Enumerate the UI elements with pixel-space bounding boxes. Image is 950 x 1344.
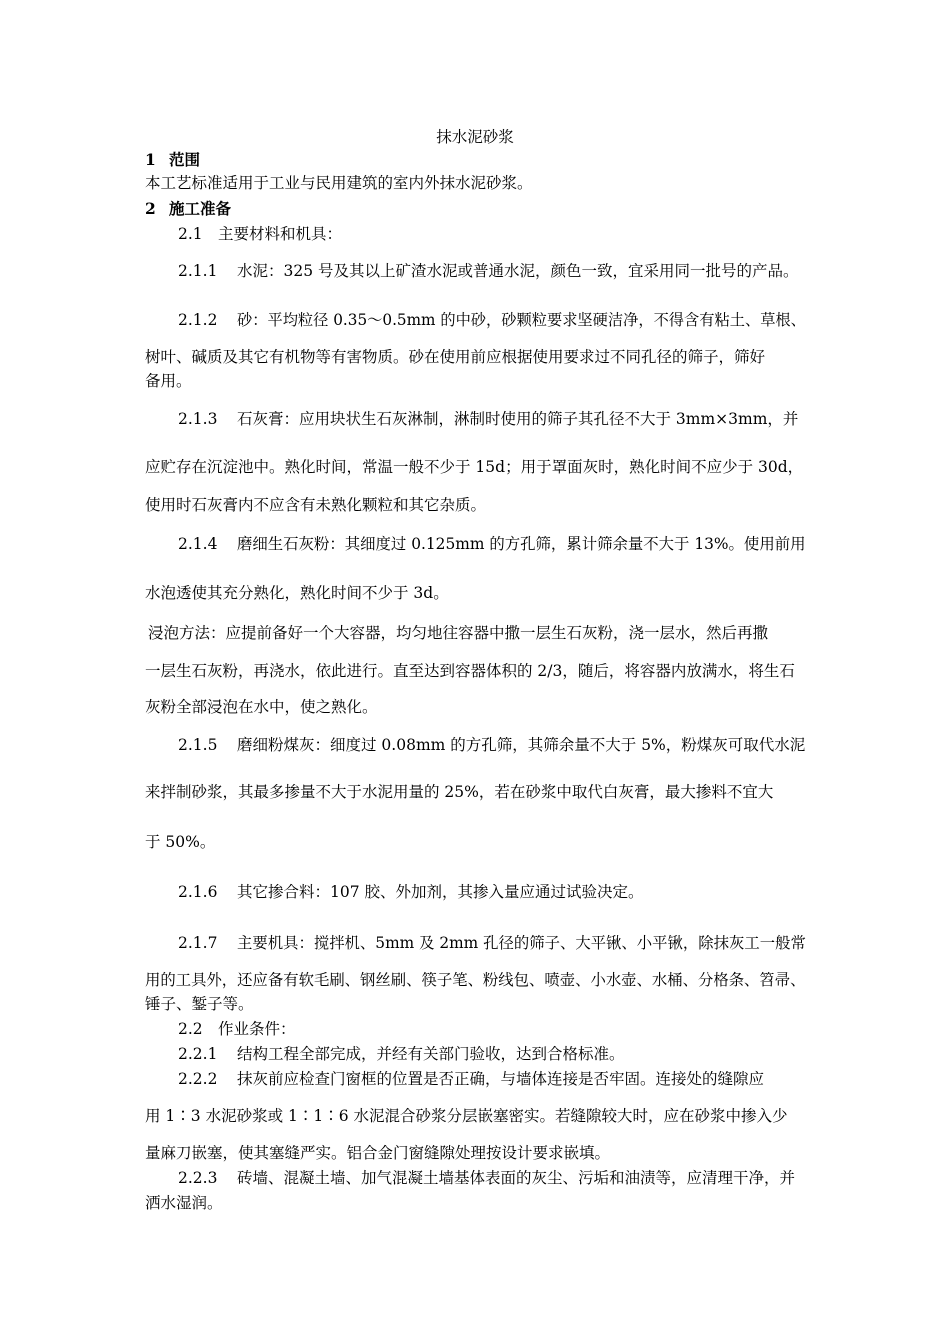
clause-2-1-6-number: 2.1.6 <box>178 883 218 901</box>
clause-2-1-7-line2: 用的工具外，还应备有软毛刷、钢丝刷、筷子笔、粉线包、喷壶、小水壶、水桶、分格条、笤帚、 <box>145 971 806 989</box>
section-2-number: 2 <box>145 199 156 218</box>
clause-2-2-2-line3: 量麻刀嵌塞，使其塞缝严实。铝合金门窗缝隙处理按设计要求嵌填。 <box>145 1144 611 1162</box>
clause-2-1-text: 主要材料和机具： <box>218 225 343 243</box>
clause-2-2-2-line2: 用 1∶3 水泥砂浆或 1∶1∶6 水泥混合砂浆分层嵌塞密实。若缝隙较大时，应在砂浆中掺入少 <box>145 1107 788 1125</box>
clause-2-2-text: 作业条件： <box>218 1020 296 1038</box>
clause-2-1-7-line3: 锤子、錾子等。 <box>145 995 254 1013</box>
clause-2-1-5-line1: 磨细粉煤灰：细度过 0.08mm 的方孔筛，其筛余量不大于 5%，粉煤灰可取代水泥 <box>237 736 806 754</box>
section-1-heading: 范围 <box>169 150 201 169</box>
soak-method-line1: 浸泡方法：应提前备好一个大容器，均匀地往容器中撒一层生石灰粉，浇一层水，然后再撒 <box>148 624 769 642</box>
clause-2-1-5-line3: 于 50%。 <box>145 833 216 851</box>
clause-2-1-3-number: 2.1.3 <box>178 410 218 428</box>
clause-2-1-3-line1: 石灰膏：应用块状生石灰淋制，淋制时使用的筛子其孔径不大于 3mm×3mm，并 <box>237 410 799 428</box>
clause-2-1-5-line2: 来拌制砂浆，其最多掺量不大于水泥用量的 25%，若在砂浆中取代白灰膏，最大掺料不宜大 <box>145 783 774 801</box>
section-1-number: 1 <box>145 150 156 169</box>
page-title: 抹水泥砂浆 <box>436 128 514 146</box>
clause-2-1-6-line1: 其它掺合料：107 胶、外加剂，其掺入量应通过试验决定。 <box>237 883 644 901</box>
clause-2-1-4-number: 2.1.4 <box>178 535 218 553</box>
clause-2-1-2-line3: 备用。 <box>145 372 192 390</box>
clause-2-1-2-number: 2.1.2 <box>178 311 218 329</box>
clause-2-1-1-line1: 水泥：325 号及其以上矿渣水泥或普通水泥，颜色一致，宜采用同一批号的产品。 <box>237 262 799 280</box>
clause-2-1-7-number: 2.1.7 <box>178 934 218 952</box>
clause-2-2-1-line1: 结构工程全部完成，并经有关部门验收，达到合格标准。 <box>237 1045 625 1063</box>
soak-method-line3: 灰粉全部浸泡在水中，使之熟化。 <box>145 698 378 716</box>
section-2-heading: 施工准备 <box>169 199 232 218</box>
soak-method-line2: 一层生石灰粉，再浇水，依此进行。直至达到容器体积的 2/3，随后，将容器内放满水，将生石 <box>145 662 795 680</box>
clause-2-1-4-line2: 水泡透使其充分熟化，熟化时间不少于 3d。 <box>145 584 449 602</box>
clause-2-2-3-line1: 砖墙、混凝土墙、加气混凝土墙基体表面的灰尘、污垢和油渍等，应清理干净，并 <box>237 1169 796 1187</box>
clause-2-1-4-line1: 磨细生石灰粉：其细度过 0.125mm 的方孔筛，累计筛余量不大于 13%。使用前用 <box>237 535 806 553</box>
clause-2-2-2-number: 2.2.2 <box>178 1070 218 1088</box>
clause-2-1-3-line3: 使用时石灰膏内不应含有未熟化颗粒和其它杂质。 <box>145 496 487 514</box>
clause-2-1-1-number: 2.1.1 <box>178 262 218 280</box>
clause-2-1-5-number: 2.1.5 <box>178 736 218 754</box>
section-1-text: 本工艺标准适用于工业与民用建筑的室内外抹水泥砂浆。 <box>145 174 533 192</box>
clause-2-2-1-number: 2.2.1 <box>178 1045 218 1063</box>
clause-2-1-number: 2.1 <box>178 225 203 243</box>
clause-2-1-3-line2: 应贮存在沉淀池中。熟化时间，常温一般不少于 15d；用于罩面灰时，熟化时间不应少于 30d， <box>145 458 804 476</box>
clause-2-2-3-line2: 洒水湿润。 <box>145 1194 223 1212</box>
clause-2-2-2-line1: 抹灰前应检查门窗框的位置是否正确，与墙体连接是否牢固。连接处的缝隙应 <box>237 1070 765 1088</box>
clause-2-2-number: 2.2 <box>178 1020 203 1038</box>
clause-2-1-2-line2: 树叶、碱质及其它有机物等有害物质。砂在使用前应根据使用要求过不同孔径的筛子，筛好 <box>145 348 766 366</box>
clause-2-1-7-line1: 主要机具：搅拌机、5mm 及 2mm 孔径的筛子、大平锹、小平锹，除抹灰工一般常 <box>237 934 806 952</box>
clause-2-1-2-line1: 砂：平均粒径 0.35～0.5mm 的中砂，砂颗粒要求坚硬洁净，不得含有粘土、草根、 <box>237 311 806 329</box>
clause-2-2-3-number: 2.2.3 <box>178 1169 218 1187</box>
